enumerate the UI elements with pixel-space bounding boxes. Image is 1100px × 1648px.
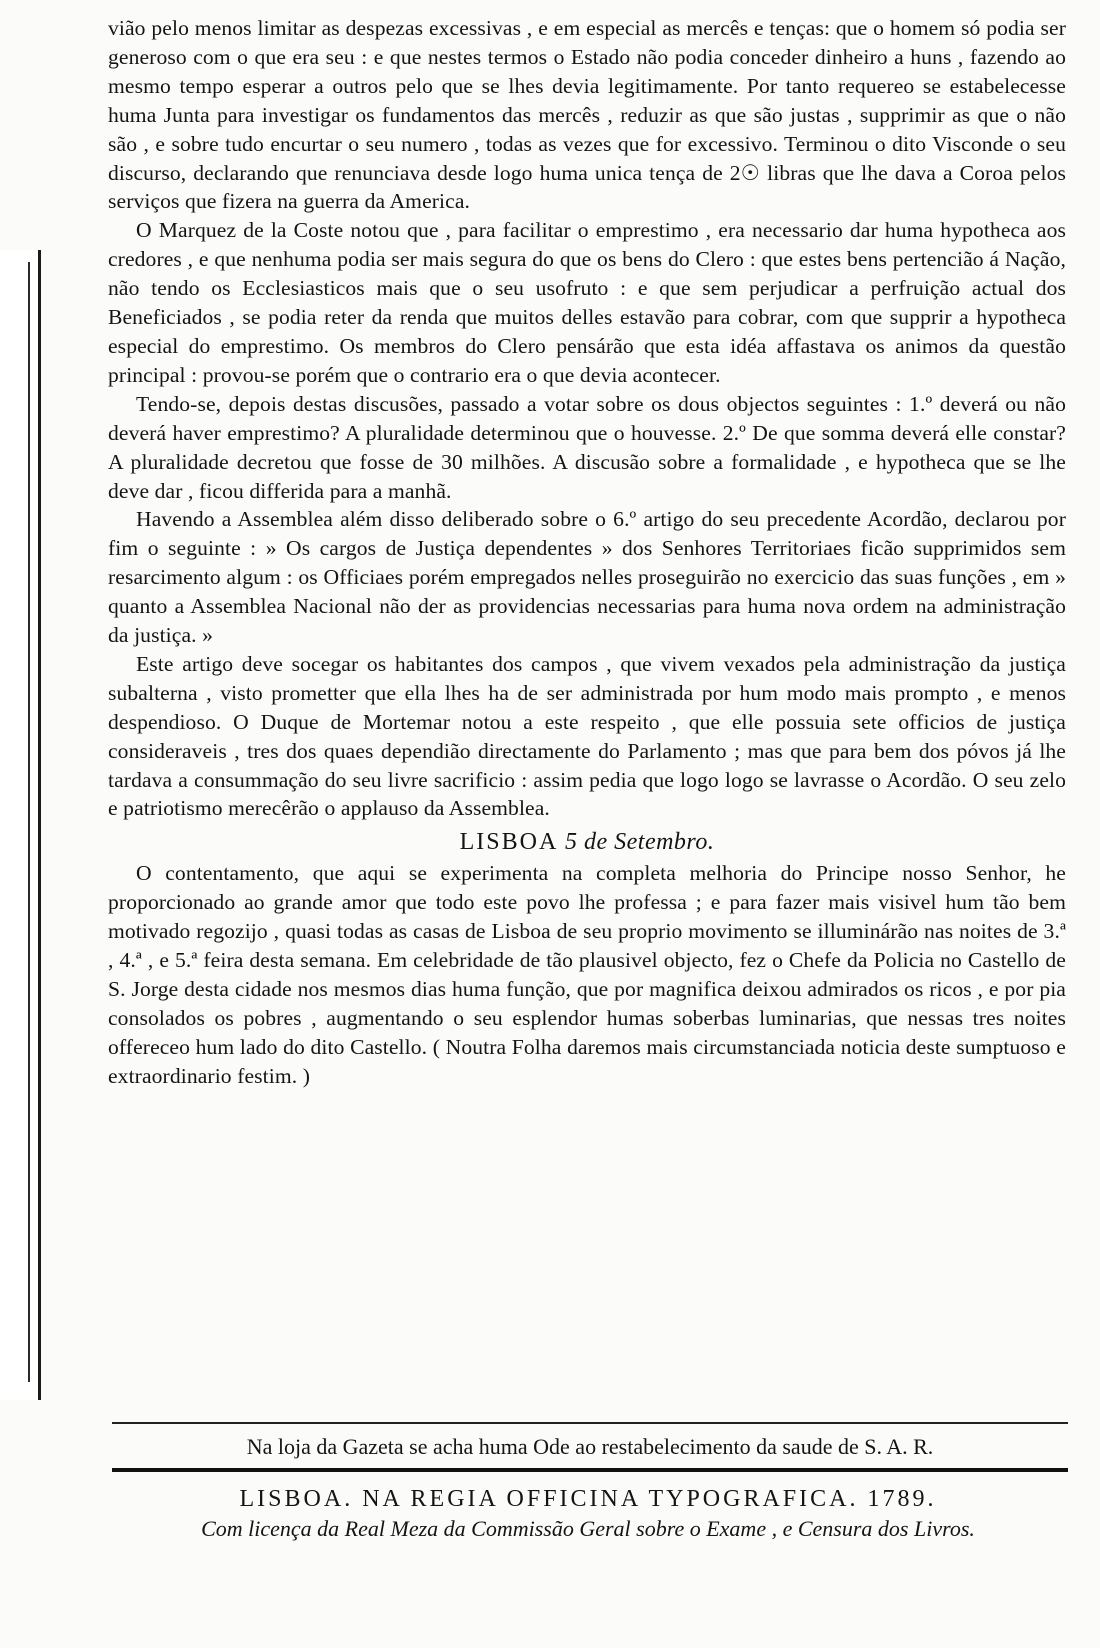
notice-bottom-rule [112, 1468, 1068, 1472]
dateline-city: LISBOA [459, 829, 557, 856]
lisbon-news-paragraph: O contentamento, que aqui se experimenta na completa melhoria do Principe nosso Senhor, he proporcionado ao grande amor que todo este povo lhe professa ; e para fazer mais visivel hum tão bem motivado regozijo , quasi todas as casas de Lisboa de seu proprio movimento se illuminárão nas noites de 3.ª , 4.ª , e 5.ª feira desta semana. Em celebridade de tão plausivel objecto, fez o Chefe da Policia no Castello de S. Jorge desta cidade nos mesmos dias huma função, que por magnifica deixou admirados os ricos , e por pia consolados os pobres , augmentando o seu esplendor humas soberbas luminarias, que nessas tres noites offereceo hum lado do dito Castello. ( Noutra Folha daremos mais circumstanciada noticia deste sumptuoso e extraordinario festim. ) [108, 861, 1066, 1088]
article-paragraph-5: Este artigo deve socegar os habitantes dos campos , que vivem vexados pela administração da justiça subalterna , visto prometter que ella lhes ha de ser administrada por hum modo mais prompto , e menos despendioso. O Duque de Mortemar notou a este respeito , que elle possuia sete officios de justiça consideraveis , tres dos quaes dependião directamente do Parlamento ; mas que para bem dos póvos já lhe tardava a consummação do seu livre sacrificio : assim pedia que logo logo se lavrasse o Acordão. O seu zelo e patriotismo merecêrão o applauso da Assemblea. [108, 651, 1066, 821]
dateline [108, 827, 1066, 857]
imprint-printer: LISBOA. NA REGIA OFFICINA TYPOGRAFICA. 1789. [239, 1486, 937, 1512]
notice-text: Na loja da Gazeta se acha huma Ode ao restabelecimento da saude de S. A. R. [246, 1434, 934, 1459]
dateline-date: 5 de Setembro. [564, 829, 715, 856]
imprint-license: Com licença da Real Meza da Commissão Geral sobre o Exame , e Censura dos Livros. [201, 1516, 975, 1541]
article-paragraph-1: vião pelo menos limitar as despezas excessivas , e em especial as mercês e tenças: que o homem só podia ser generoso com o que era seu : e que nestes termos o Estado não podia conceder dinheiro a huns , fazendo ao mesmo tempo esperar a outros pelo que se lhes devia legitimamente. Por tanto requereo se estabelecesse huma Junta para investigar os fundamentos das mercês , reduzir as que são justas , supprimir as que o não são , e sobre tudo encurtar o seu numero , todas as vezes que for excessivo. Terminou o dito Visconde o seu discurso, declarando que renunciava desde logo huma unica tença de 2☉ libras que lhe dava a Coroa pelos serviços que fizera na guerra da America. [108, 16, 1066, 214]
article-paragraph-2: O Marquez de la Coste notou que , para facilitar o emprestimo , era necessario dar huma hypotheca aos credores , e que nenhuma podia ser mais segura do que os bens do Clero : que estes bens pertencião á Nação, não tendo os Ecclesiasticos mais que o seu usofruto : e que sem perjudicar a perfruição actual dos Beneficiados , se podia reter da renda que muitos delles estavão para cobrar, com que supprir a hypotheca especial do emprestimo. Os membros do Clero pensárão que esta idéa affastava os animos da questão principal : provou-se porém que o contrario era o que devia acontecer. [108, 218, 1066, 387]
imprint [108, 1484, 1068, 1544]
notice-box [112, 1422, 1068, 1472]
article-paragraph-4: Havendo a Assemblea além disso deliberado sobre o 6.º artigo do seu precedente Acordão, declarou por fim o seguinte : » Os cargos de Justiça dependentes » dos Senhores Territoriaes ficão supprimidos sem resarcimento algum : os Officiaes porém empregados nelles proseguirão no exercicio das suas funções , em » quanto a Assemblea Nacional não der as providencias necessarias para huma nova ordem na administração da justiça. » [108, 507, 1066, 648]
article-column [108, 14, 1066, 1091]
page-binding-line [6, 262, 30, 1382]
article-paragraph-3: Tendo-se, depois destas discusões, passado a votar sobre os dous objectos seguintes : 1.º deverá ou não deverá haver emprestimo? A pluralidade determinou que o houvesse. 2.º De que somma deverá elle constar? A pluralidade decretou que fosse de 30 milhões. A discusão sobre a formalidade , e hypotheca que se lhe deve dar , ficou differida para a manhã. [108, 391, 1066, 503]
